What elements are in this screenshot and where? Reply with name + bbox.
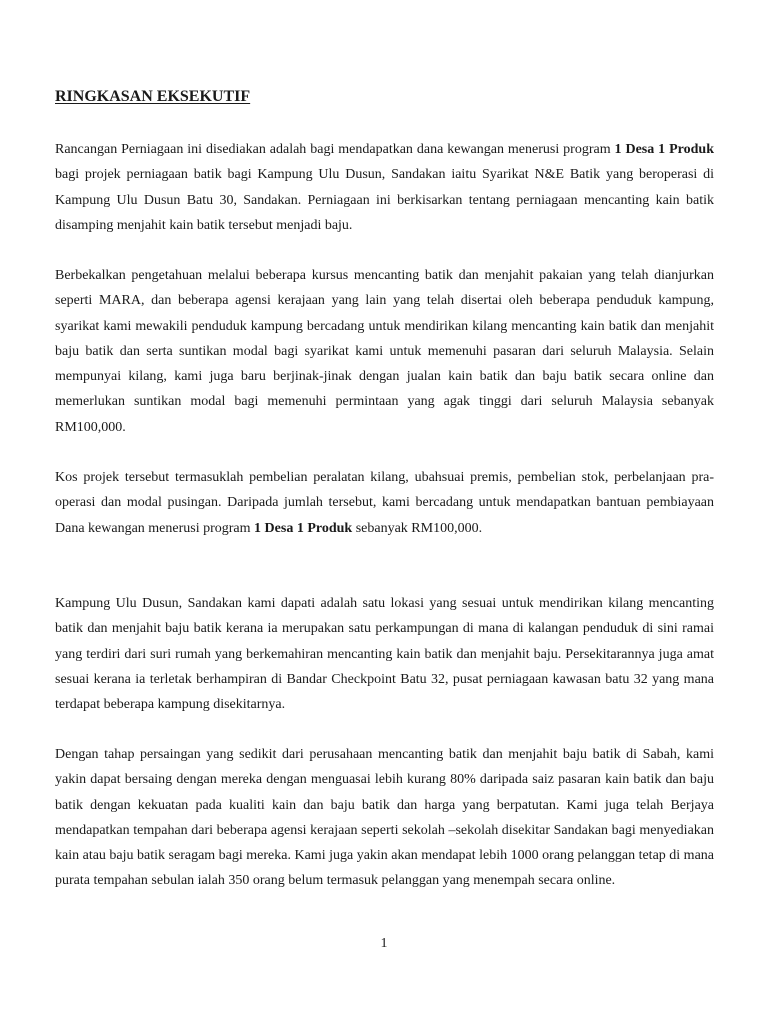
page-title: RINGKASAN EKSEKUTIF: [55, 88, 251, 105]
paragraph-4-text: Kampung Ulu Dusun, Sandakan kami dapati adalah satu lokasi yang sesuai untuk mendirikan kilang mencanting batik dan menjahit baju batik kerana ia merupakan satu perkampungan di mana di kalangan penduduk di sini ramai yang terdiri dari suri rumah yang berkemahiran mencanting kain batik dan menjahit baju. Persekitarannya juga amat sesuai kerana ia terletak berhampiran di Bandar Checkpoint Batu 32, pusat perniagaan kawasan batu 32 yang mana terdapat beberapa kampung disekitarnya.: [55, 596, 714, 713]
program-name-bold: 1 Desa 1 Produk: [614, 142, 714, 157]
paragraph-5: [55, 742, 714, 894]
paragraph-2: [55, 263, 714, 440]
page-number: 1: [380, 936, 388, 951]
program-name-bold: 1 Desa 1 Produk: [254, 520, 353, 536]
paragraph-1: [55, 137, 714, 238]
paragraph-3-text-b: sebanyak RM100,000.: [352, 520, 483, 536]
paragraph-2-text: Berbekalkan pengetahuan melalui beberapa kursus mencanting batik dan menjahit pakaian yang telah dianjurkan seperti MARA, dan beberapa agensi kerajaan yang lain yang telah disertai oleh beberapa penduduk kampung, syarikat kami mewakili penduduk kampung bercadang untuk mendirikan kilang mencanting kain batik dan menjahit baju batik dan serta suntikan modal bagi syarikat kami untuk memenuhi pasaran dari seluruh Malaysia. Selain mempunyai kilang, kami juga baru berjinak-jinak dengan jualan kain batik dan baju batik secara online dan memerlukan suntikan modal bagi memenuhi permintaan yang agak tinggi dari seluruh Malaysia sebanyak RM100,000.: [55, 268, 714, 435]
paragraph-3-text-a: Kos projek tersebut termasuklah pembelian peralatan kilang, ubahsuai premis, pembelian stok, perbelanjaan pra-operasi dan modal pusingan. Daripada jumlah tersebut, kami bercadang untuk mendapatkan bantuan pembiayaan Dana kewangan menerusi program: [55, 470, 714, 536]
paragraph-3: [55, 465, 714, 541]
paragraph-4: [55, 591, 714, 717]
paragraph-1-text-a: Rancangan Perniagaan ini disediakan adalah bagi mendapatkan dana kewangan menerusi program: [55, 142, 615, 157]
paragraph-5-text: Dengan tahap persaingan yang sedikit dari perusahaan mencanting batik dan menjahit baju batik di Sabah, kami yakin dapat bersaing dengan mereka dengan menguasai lebih kurang 80% daripada saiz pasaran kain batik dan baju batik dengan kekuatan pada kualiti kain dan baju batik dan harga yang berpatutan. Kami juga telah Berjaya mendapatkan tempahan dari beberapa agensi kerajaan seperti sekolah –sekolah disekitar Sandakan bagi menyediakan kain atau baju batik seragam bagi mereka. Kami juga yakin akan mendapat lebih 1000 orang pelanggan tetap di mana purata tempahan sebulan ialah 350 orang belum termasuk pelanggan yang menempah secara online.: [55, 747, 714, 889]
paragraph-1-text-b: bagi projek perniagaan batik bagi Kampung Ulu Dusun, Sandakan iaitu Syarikat N&E Batik yang beroperasi di Kampung Ulu Dusun Batu 30, Sandakan. Perniagaan ini berkisarkan tentang perniagaan mencanting kain batik disamping menjahit kain batik tersebut menjadi baju.: [55, 167, 714, 233]
